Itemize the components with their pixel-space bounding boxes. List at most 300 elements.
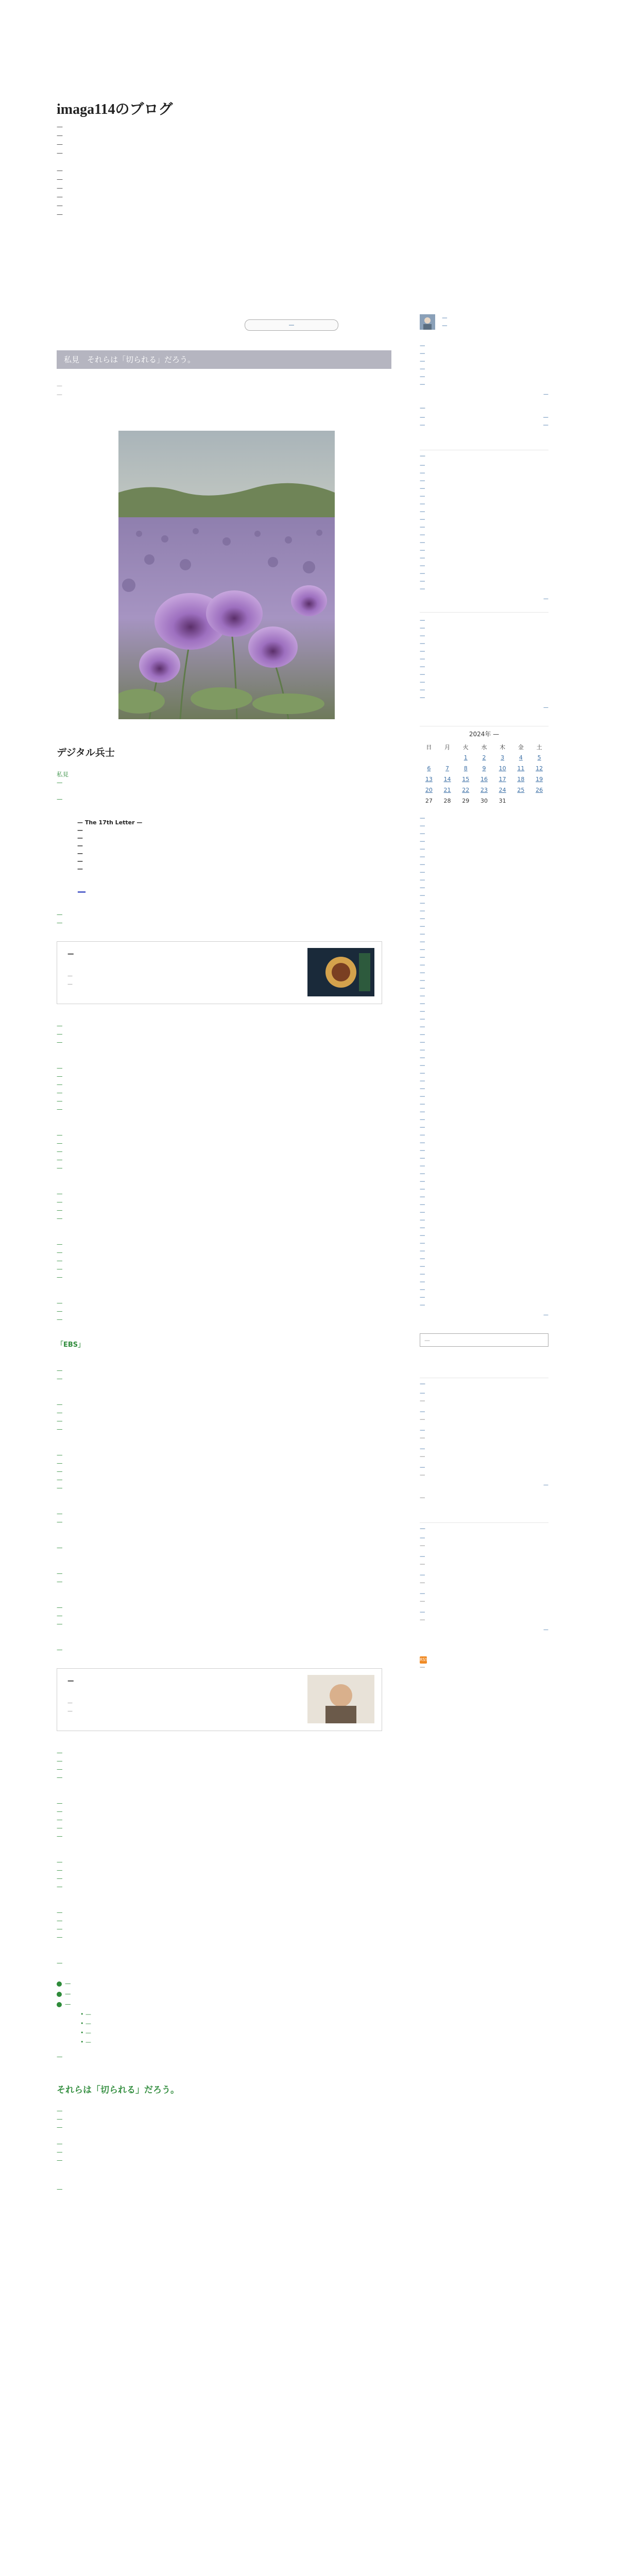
- description-line: [57, 158, 221, 166]
- entry-title[interactable]: 私見 それらは「切られる」だろう。: [57, 350, 391, 369]
- text-line: —: [57, 1917, 63, 1924]
- body-text-3: [57, 1749, 391, 1967]
- calendar-day[interactable]: 4: [519, 754, 523, 761]
- description-line: —: [57, 141, 63, 148]
- person-row[interactable]: [420, 1534, 548, 1550]
- recent-entry-link[interactable]: —: [420, 570, 425, 577]
- paragraph: [57, 1190, 391, 1223]
- archive-link[interactable]: —: [420, 1163, 425, 1169]
- archive-link[interactable]: —: [420, 1116, 425, 1123]
- recent-entry-link[interactable]: —: [420, 578, 425, 584]
- paragraph: [57, 1908, 391, 1941]
- person-row[interactable]: [420, 1553, 548, 1568]
- archive-link[interactable]: —: [420, 1286, 425, 1293]
- calendar-day[interactable]: 25: [517, 787, 525, 793]
- quote-item: —: [77, 850, 83, 857]
- text-line: —: [57, 1858, 63, 1866]
- archive-link[interactable]: —: [420, 1263, 425, 1269]
- ranking-value: —: [543, 414, 548, 420]
- archive-link[interactable]: —: [420, 1240, 425, 1246]
- theme-link[interactable]: —: [420, 617, 425, 623]
- archive-link[interactable]: —: [420, 1008, 425, 1014]
- recent-entry-link[interactable]: —: [420, 478, 425, 484]
- archive-link[interactable]: —: [420, 923, 425, 929]
- description-line: —: [57, 202, 63, 209]
- link-card-2-meta: [67, 1700, 284, 1716]
- text-line: —: [57, 1064, 63, 1072]
- bullet-text: —: [65, 1990, 71, 1997]
- theme-link[interactable]: —: [420, 694, 425, 701]
- calendar-day[interactable]: 8: [464, 765, 468, 772]
- blog-header: [57, 98, 345, 219]
- recent-entry-link[interactable]: —: [420, 493, 425, 499]
- ebs-heading: 「EBS」: [57, 1341, 85, 1349]
- archive-link[interactable]: —: [420, 1294, 425, 1300]
- description-line: —: [57, 211, 63, 218]
- archive-link[interactable]: —: [420, 1147, 425, 1154]
- archive-link[interactable]: —: [420, 1031, 425, 1038]
- text-line: —: [57, 795, 63, 803]
- text-line: —: [57, 2140, 63, 2147]
- calendar-day[interactable]: 12: [536, 765, 543, 772]
- calendar-day[interactable]: 29: [462, 798, 470, 804]
- description-line: —: [57, 167, 63, 174]
- ranking-row[interactable]: [420, 421, 548, 429]
- archive-link[interactable]: —: [420, 1016, 425, 1022]
- text-line: —: [57, 1909, 63, 1916]
- bullet-sub-item: • —: [80, 2039, 91, 2045]
- text-line: —: [57, 1808, 63, 1815]
- text-line: —: [57, 1925, 63, 1933]
- archive-link[interactable]: —: [420, 1047, 425, 1053]
- pager-link[interactable]: —: [245, 319, 338, 331]
- link-card-2[interactable]: [57, 1668, 382, 1731]
- recent-more-link[interactable]: —: [543, 596, 548, 602]
- archive-link[interactable]: —: [420, 1140, 425, 1146]
- archive-link[interactable]: —: [420, 861, 425, 868]
- text-line: —: [57, 1510, 63, 1517]
- recent-entry-link[interactable]: —: [420, 524, 425, 530]
- archive-link[interactable]: —: [420, 939, 425, 945]
- theme-link[interactable]: —: [420, 679, 425, 685]
- text-line: —: [57, 1426, 63, 1433]
- blog-title[interactable]: imaga114のブログ: [57, 101, 173, 117]
- quote-item: — The 17th Letter —: [77, 819, 143, 826]
- text-line: —: [57, 1401, 63, 1408]
- archive-link[interactable]: —: [420, 1062, 425, 1069]
- text-line: —: [57, 1367, 63, 1374]
- calendar-day[interactable]: 5: [537, 754, 541, 761]
- archive-link[interactable]: —: [420, 1086, 425, 1092]
- blog-description: [57, 123, 221, 219]
- quote-item: —: [77, 827, 83, 834]
- text-line: —: [57, 1274, 63, 1281]
- person-desc: —: [420, 1561, 425, 1567]
- signature: —: [57, 2185, 63, 2193]
- profile-more-link[interactable]: —: [543, 392, 548, 397]
- paragraph: [57, 1569, 391, 1586]
- bullet-icon: [57, 2002, 62, 2007]
- archive-link[interactable]: —: [420, 1256, 425, 1262]
- person-row[interactable]: [420, 1464, 548, 1479]
- archive-link[interactable]: —: [420, 1248, 425, 1254]
- ranking-row[interactable]: [420, 414, 548, 421]
- person-name[interactable]: —: [420, 1572, 425, 1578]
- calendar-day[interactable]: 22: [462, 787, 470, 793]
- profile-line: —: [420, 358, 425, 364]
- archives-more-link[interactable]: —: [543, 1312, 548, 1318]
- calendar-day[interactable]: 18: [517, 776, 525, 783]
- calendar-day[interactable]: 16: [480, 776, 488, 783]
- calendar-weekday: 土: [536, 743, 542, 751]
- paragraph: [57, 1240, 391, 1281]
- description-line: —: [57, 132, 63, 139]
- text-line: —: [57, 1215, 63, 1222]
- rss-note[interactable]: —: [420, 1664, 425, 1670]
- theme-link[interactable]: —: [420, 687, 425, 693]
- text-line: —: [57, 1156, 63, 1163]
- recent-entries: [420, 462, 548, 593]
- person-desc: —: [420, 1617, 425, 1623]
- theme-link[interactable]: —: [420, 640, 425, 647]
- archive-list: [420, 815, 548, 1309]
- recent-entry-link[interactable]: —: [420, 539, 425, 546]
- text-line: —: [57, 919, 63, 926]
- avatar[interactable]: [420, 314, 435, 330]
- text-line: —: [57, 1106, 63, 1113]
- calendar-day[interactable]: 20: [425, 787, 433, 793]
- person-name[interactable]: —: [420, 1609, 425, 1615]
- link-card[interactable]: [57, 941, 382, 1004]
- archive-link[interactable]: —: [420, 954, 425, 960]
- person-row[interactable]: [420, 1389, 548, 1405]
- followers-more-link[interactable]: —: [543, 1482, 548, 1488]
- ranking-label: —: [420, 422, 425, 428]
- theme-link[interactable]: —: [420, 656, 425, 662]
- calendar-day[interactable]: 14: [443, 776, 451, 783]
- person-desc: —: [420, 1580, 425, 1586]
- readers-more-link[interactable]: —: [543, 1627, 548, 1633]
- meta-line: —: [57, 391, 62, 398]
- person-desc: —: [420, 1416, 425, 1422]
- archive-link[interactable]: —: [420, 877, 425, 883]
- calendar-day[interactable]: 21: [443, 787, 451, 793]
- paragraph: [57, 1510, 391, 1526]
- text-line: —: [57, 1316, 63, 1323]
- closing-heading: それらは「切られる」だろう。: [57, 2085, 179, 2095]
- search-input[interactable]: —: [420, 1333, 548, 1347]
- archive-link[interactable]: —: [420, 892, 425, 899]
- archive-link[interactable]: —: [420, 1132, 425, 1138]
- archive-link[interactable]: —: [420, 1201, 425, 1208]
- archive-link[interactable]: —: [420, 1124, 425, 1130]
- followers-note: —: [420, 1495, 425, 1501]
- archive-link[interactable]: —: [420, 908, 425, 914]
- meta-line: —: [57, 382, 62, 389]
- archive-link[interactable]: —: [420, 1101, 425, 1107]
- text-line: —: [57, 1620, 63, 1628]
- calendar-weekday: 火: [462, 743, 469, 751]
- person-desc: —: [420, 1398, 425, 1404]
- archive-link[interactable]: —: [420, 1093, 425, 1099]
- link-card-2-title[interactable]: —: [67, 1676, 74, 1684]
- text-line: —: [57, 1375, 63, 1382]
- person-row[interactable]: [420, 1571, 548, 1587]
- archive-link[interactable]: —: [420, 1171, 425, 1177]
- archive-link[interactable]: —: [420, 815, 425, 821]
- profile-name[interactable]: —: [442, 315, 448, 321]
- bullet-item: [57, 1999, 391, 2009]
- quote-item: —: [77, 835, 83, 841]
- text-line: —: [57, 1148, 63, 1155]
- card-meta-line: —: [67, 973, 73, 979]
- archive-link[interactable]: —: [420, 1001, 425, 1007]
- calendar-day[interactable]: 10: [499, 765, 506, 772]
- recent-entry-link[interactable]: —: [420, 547, 425, 553]
- archive-link[interactable]: —: [420, 1078, 425, 1084]
- archive-link[interactable]: —: [420, 838, 425, 844]
- paragraph: [57, 1646, 391, 1654]
- archive-link[interactable]: —: [420, 831, 425, 837]
- archive-link[interactable]: —: [420, 1302, 425, 1308]
- themes-more-link[interactable]: —: [543, 705, 548, 710]
- archive-link[interactable]: —: [420, 900, 425, 906]
- calendar-table: [420, 741, 548, 806]
- person-row[interactable]: [420, 1408, 548, 1423]
- person-row[interactable]: [420, 1427, 548, 1442]
- text-line: —: [57, 2157, 63, 2164]
- paragraph: [57, 1064, 391, 1113]
- archive-link[interactable]: —: [420, 1055, 425, 1061]
- recent-entry-link[interactable]: —: [420, 509, 425, 515]
- card-meta-line: —: [67, 1708, 73, 1714]
- text-line: —: [57, 1875, 63, 1882]
- archive-link[interactable]: —: [420, 931, 425, 937]
- bullet-item: [57, 1978, 391, 1989]
- text-line: —: [57, 1816, 63, 1823]
- text-line: —: [57, 2148, 63, 2156]
- calendar-day: [420, 752, 438, 763]
- person-name[interactable]: —: [420, 1553, 425, 1560]
- text-line: —: [57, 1164, 63, 1172]
- text-line: —: [57, 1959, 63, 1967]
- calendar-day[interactable]: 11: [517, 765, 525, 772]
- archive-link[interactable]: —: [420, 1109, 425, 1115]
- calendar-day[interactable]: 27: [425, 798, 433, 804]
- text-line: —: [57, 1081, 63, 1088]
- archive-link[interactable]: —: [420, 1039, 425, 1045]
- calendar-day[interactable]: 31: [499, 798, 506, 804]
- text-line: —: [57, 1249, 63, 1256]
- text-line: —: [57, 1265, 63, 1273]
- paragraph: [57, 1544, 391, 1552]
- bullet-icon: [57, 1992, 62, 1997]
- text-line: —: [57, 1867, 63, 1874]
- paragraph: [57, 1799, 391, 1840]
- text-line: —: [57, 2115, 63, 2123]
- text-line: —: [57, 1299, 63, 1307]
- profile-box: [420, 314, 548, 335]
- calendar-day[interactable]: 19: [536, 776, 543, 783]
- recent-entry-link[interactable]: —: [420, 555, 425, 561]
- card-meta-line: —: [67, 1700, 73, 1706]
- theme-link[interactable]: —: [420, 633, 425, 639]
- readers-title: —: [420, 1525, 425, 1532]
- recent-entry-link[interactable]: —: [420, 501, 425, 507]
- recent-entries-title: —: [420, 452, 425, 459]
- calendar-day[interactable]: 17: [499, 776, 506, 783]
- archive-link[interactable]: —: [420, 1155, 425, 1161]
- archive-link[interactable]: —: [420, 1232, 425, 1239]
- text-line: [57, 2131, 391, 2140]
- text-line: —: [57, 1578, 63, 1585]
- text-line: —: [57, 1140, 63, 1147]
- person-name[interactable]: —: [420, 1535, 425, 1541]
- text-line: —: [57, 1417, 63, 1425]
- archive-link[interactable]: —: [420, 854, 425, 860]
- archive-link[interactable]: —: [420, 1225, 425, 1231]
- archive-link[interactable]: —: [420, 1279, 425, 1285]
- profile-line: —: [420, 343, 425, 349]
- archive-link[interactable]: —: [420, 993, 425, 999]
- person-desc: —: [420, 1435, 425, 1441]
- person-row[interactable]: [420, 1590, 548, 1605]
- text-line: —: [57, 2124, 63, 2131]
- archive-link[interactable]: —: [420, 846, 425, 852]
- calendar-weekday: 金: [518, 743, 524, 751]
- calendar-weekday: 木: [500, 743, 506, 751]
- calendar-day[interactable]: 24: [499, 787, 506, 793]
- ranking-label: —: [420, 414, 425, 420]
- calendar-weekday: 水: [481, 743, 487, 751]
- text-line: —: [57, 1612, 63, 1619]
- sidebar: [420, 314, 548, 1671]
- text-line: —: [57, 1097, 63, 1105]
- person-name[interactable]: —: [420, 1427, 425, 1433]
- poppy-field-image: [118, 431, 335, 719]
- calendar-day[interactable]: 28: [443, 798, 451, 804]
- profile-line: —: [420, 366, 425, 372]
- calendar-day[interactable]: 13: [425, 776, 433, 783]
- person-name[interactable]: —: [420, 1409, 425, 1415]
- link-card-meta: [67, 973, 284, 989]
- recent-entry-link[interactable]: —: [420, 532, 425, 538]
- archive-link[interactable]: —: [420, 1186, 425, 1192]
- recent-entry-link[interactable]: —: [420, 563, 425, 569]
- bullet-sub-item: • —: [80, 2020, 91, 2027]
- archive-link[interactable]: —: [420, 823, 425, 829]
- bullet-item: —: [57, 2053, 63, 2060]
- profile-line: —: [420, 374, 425, 380]
- text-line: —: [57, 1257, 63, 1264]
- archive-link[interactable]: —: [420, 962, 425, 968]
- recent-entry-link[interactable]: —: [420, 485, 425, 492]
- profile-link[interactable]: —: [442, 323, 448, 329]
- person-row[interactable]: [420, 1608, 548, 1624]
- main-column: [57, 350, 391, 2193]
- calendar-day[interactable]: 2: [482, 754, 486, 761]
- archive-link[interactable]: —: [420, 869, 425, 875]
- archive-link[interactable]: —: [420, 885, 425, 891]
- person-name[interactable]: —: [420, 1390, 425, 1396]
- theme-link[interactable]: —: [420, 671, 425, 677]
- calendar-day[interactable]: 3: [501, 754, 505, 761]
- ranking-title: —: [420, 404, 425, 411]
- person-name[interactable]: —: [420, 1464, 425, 1470]
- archive-link[interactable]: —: [420, 1271, 425, 1277]
- calendar-day[interactable]: 7: [445, 765, 450, 772]
- card-meta-line: —: [67, 981, 73, 987]
- paragraph: [57, 1131, 391, 1172]
- person-name[interactable]: —: [420, 1446, 425, 1452]
- theme-link[interactable]: —: [420, 625, 425, 631]
- rss-box: [420, 1653, 548, 1671]
- archive-link[interactable]: —: [420, 1217, 425, 1223]
- archive-link[interactable]: —: [420, 1209, 425, 1215]
- archive-link[interactable]: —: [420, 916, 425, 922]
- bullet-list: [57, 1978, 391, 2062]
- profile-line: —: [420, 381, 425, 387]
- archive-link[interactable]: —: [420, 1070, 425, 1076]
- description-line: —: [57, 176, 63, 183]
- theme-link[interactable]: —: [420, 648, 425, 654]
- description-line: —: [57, 193, 63, 200]
- followers-title: —: [420, 1380, 425, 1387]
- recent-entry-link[interactable]: —: [420, 516, 425, 522]
- person-desc: —: [420, 1543, 425, 1549]
- calendar-weekday: 日: [426, 743, 432, 751]
- link-card-title[interactable]: —: [67, 950, 74, 957]
- archive-link[interactable]: —: [420, 946, 425, 953]
- theme-link[interactable]: —: [420, 664, 425, 670]
- calendar-day[interactable]: 6: [427, 765, 431, 772]
- body-text: [57, 1022, 391, 1324]
- text-line: —: [57, 1774, 63, 1781]
- archive-link[interactable]: —: [420, 1024, 425, 1030]
- recent-entry-link[interactable]: —: [420, 470, 425, 476]
- archive-link[interactable]: —: [420, 1194, 425, 1200]
- text-line: —: [57, 2107, 63, 2114]
- text-line: —: [57, 1468, 63, 1475]
- calendar-day: [512, 795, 530, 806]
- archive-link[interactable]: —: [420, 985, 425, 991]
- entry-heading: デジタル兵士: [57, 747, 115, 758]
- archive-link[interactable]: —: [420, 1178, 425, 1184]
- archive-link[interactable]: —: [420, 977, 425, 984]
- bullet-sub-item: • —: [80, 2029, 91, 2036]
- archive-link[interactable]: —: [420, 970, 425, 976]
- person-name[interactable]: —: [420, 1590, 425, 1597]
- text-line: —: [57, 1022, 63, 1029]
- calendar-day[interactable]: 30: [480, 798, 488, 804]
- calendar-day[interactable]: 1: [464, 754, 468, 761]
- person-row[interactable]: [420, 1445, 548, 1461]
- paragraph: [57, 1959, 391, 1967]
- calendar-weekday: 月: [444, 743, 451, 751]
- recent-entry-link[interactable]: —: [420, 586, 425, 592]
- text-line: —: [57, 1207, 63, 1214]
- quote-item: —: [77, 866, 83, 872]
- calendar-day[interactable]: 26: [536, 787, 543, 793]
- text-line: —: [57, 779, 63, 786]
- calendar-day[interactable]: 15: [462, 776, 470, 783]
- rss-icon[interactable]: RSS: [420, 1656, 427, 1664]
- calendar-day[interactable]: 9: [482, 765, 486, 772]
- text-line: —: [57, 1749, 63, 1756]
- text-line: 私見: [57, 771, 68, 778]
- recent-entry-link[interactable]: —: [420, 462, 425, 468]
- calendar-day[interactable]: 23: [480, 787, 488, 793]
